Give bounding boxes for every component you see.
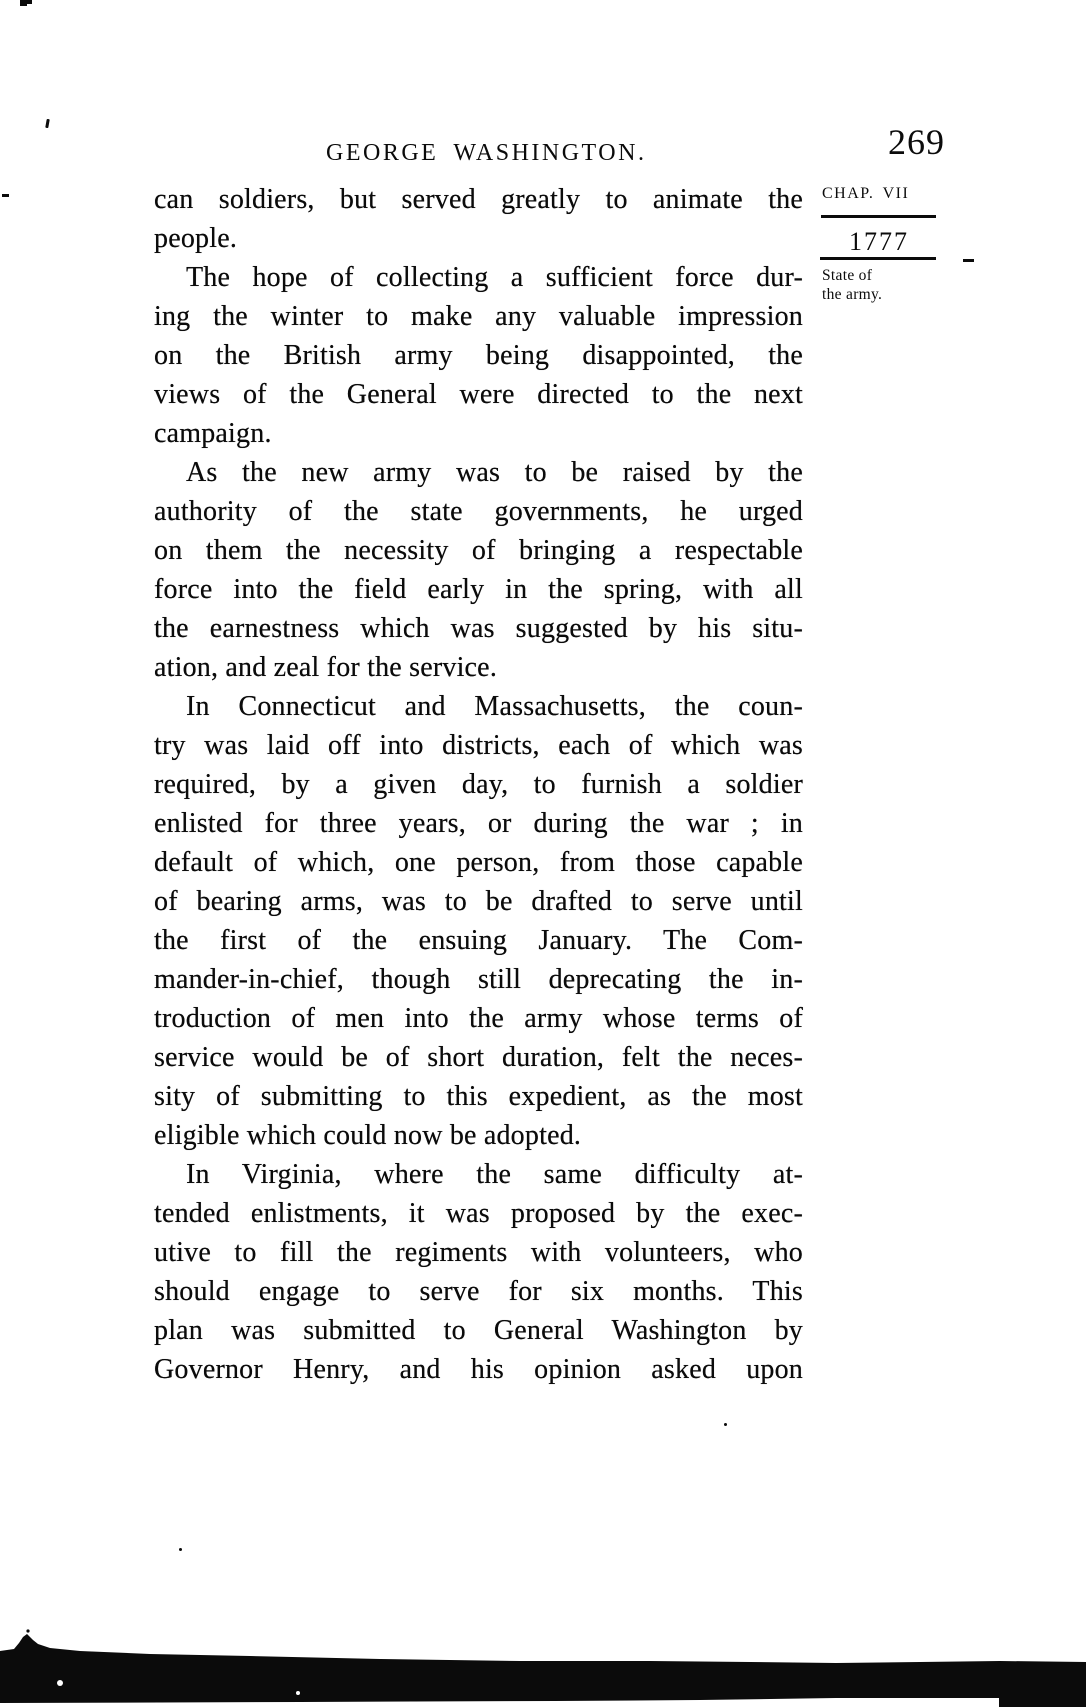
body-text-line: on the British army being disappointed, the — [154, 340, 803, 371]
body-text-line: service would be of short duration, felt the neces- — [154, 1042, 803, 1073]
body-text-line: try was laid off into districts, each of which was — [154, 730, 803, 761]
body-text-line: eligible which could now be adopted. — [154, 1120, 582, 1151]
scan-artifact-speck — [179, 1548, 182, 1551]
body-text-line: The hope of collecting a sufficient force dur- — [186, 262, 803, 293]
body-text-line: views of the General were directed to the next — [154, 379, 803, 410]
body-lines — [154, 180, 803, 1389]
body-text-line: authority of the state governments, he urged — [154, 496, 803, 527]
body-text-line: ation, and zeal for the service. — [154, 652, 498, 683]
body-text-line: Governor Henry, and his opinion asked upon — [154, 1354, 803, 1385]
body-text-line: utive to fill the regiments with volunteers, who — [154, 1237, 803, 1268]
margin-rule-bottom — [820, 257, 936, 260]
body-text-line: As the new army was to be raised by the — [186, 457, 803, 488]
body-text-line: default of which, one person, from those capable — [154, 847, 803, 878]
body-text-line: In Virginia, where the same difficulty at- — [186, 1159, 803, 1190]
body-text-line: plan was submitted to General Washington by — [154, 1315, 803, 1346]
body-text-line: In Connecticut and Massachusetts, the coun- — [186, 691, 803, 722]
body-text-line: mander-in-chief, though still deprecating the in- — [154, 964, 803, 995]
margin-note-year: 1777 — [849, 227, 909, 256]
scan-artifact-tick — [45, 119, 50, 128]
body-text-line: people. — [154, 223, 238, 254]
body-text-line: ing the winter to make any valuable impression — [154, 301, 803, 332]
body-text-line: enlisted for three years, or during the war ; in — [154, 808, 803, 839]
sidenote-line: the army. — [822, 286, 883, 303]
scan-artifact-top-left-2 — [20, 3, 27, 6]
body-text-line: sity of submitting to this expedient, as the most — [154, 1081, 803, 1112]
body-text-line: should engage to serve for six months. This — [154, 1276, 803, 1307]
body-text-line: force into the field early in the spring, with all — [154, 574, 803, 605]
scan-artifact-right-margin-dash — [963, 259, 974, 262]
running-head: GEORGE WASHINGTON. — [326, 140, 647, 166]
body-text-line: campaign. — [154, 418, 272, 449]
margin-rule-top — [821, 215, 936, 218]
body-text-line: required, by a given day, to furnish a soldier — [154, 769, 803, 800]
margin-note-sidenote — [822, 266, 882, 304]
body-text-line: the earnestness which was suggested by his situ- — [154, 613, 803, 644]
margin-note-chapter: CHAP. VII — [822, 185, 910, 202]
scan-artifact-speck — [724, 1423, 727, 1426]
sidenote-line: State of — [822, 267, 873, 284]
body-text-line: on them the necessity of bringing a respectable — [154, 535, 803, 566]
scan-artifact-left-margin-dash — [2, 194, 9, 197]
scan-artifact-bottom-band — [0, 1627, 1086, 1707]
body-text-line: tended enlistments, it was proposed by the exec- — [154, 1198, 803, 1229]
body-text-line: can soldiers, but served greatly to animate the — [154, 184, 803, 215]
body-text-line: of bearing arms, was to be drafted to serve until — [154, 886, 803, 917]
body-text-line: troduction of men into the army whose terms of — [154, 1003, 803, 1034]
body-text-line: the first of the ensuing January. The Com- — [154, 925, 803, 956]
page-number: 269 — [888, 122, 945, 162]
